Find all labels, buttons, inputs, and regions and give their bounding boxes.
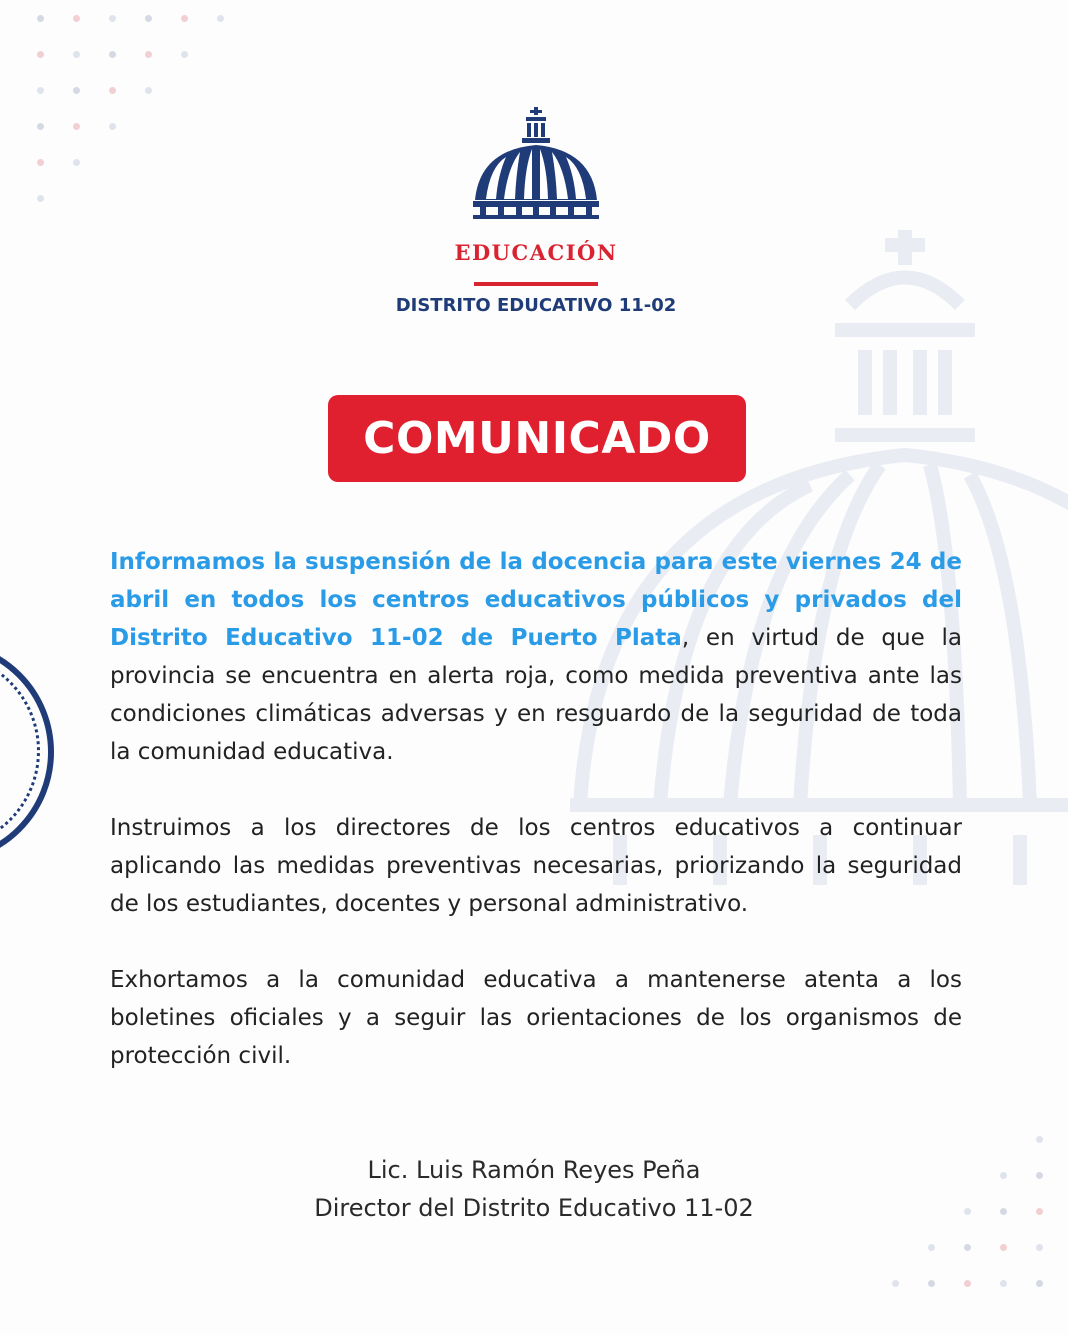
decor-dot (145, 15, 152, 22)
title-underline (474, 282, 598, 286)
decor-dot (964, 1280, 971, 1287)
decor-dot (145, 51, 152, 58)
decor-dot (181, 51, 188, 58)
decor-dot (1000, 1172, 1007, 1179)
decor-dot (109, 51, 116, 58)
badge-label: COMUNICADO (363, 413, 711, 464)
decor-dot (109, 123, 116, 130)
decor-dot (1000, 1244, 1007, 1251)
paragraph-exhortation: Exhortamos a la comunidad educativa a mantenerse atenta a los boletines oficiales y a seguir las orientaciones de los organismos de protección civil. (110, 967, 962, 1069)
decor-dot (109, 15, 116, 22)
paragraph-suspension-rest: , en virtud de que la provincia se encuentra en alerta roja, como medida preventiva ante las condiciones climáticas adversas y en resguardo de la seguridad de toda la comunidad educativa. (110, 625, 962, 765)
decor-dot (37, 87, 44, 94)
district-name: DISTRITO EDUCATIVO 11-02 (395, 295, 677, 316)
decor-dot (892, 1280, 899, 1287)
org-title: EDUCACIÓN (454, 240, 618, 265)
decor-dot (73, 51, 80, 58)
paragraph-suspension-highlight: Informamos la suspensión de la docencia para este viernes 24 de abril en todos los centros educativos públicos y privados del Distrito Educativo 11-02 de Puerto Plata (110, 549, 962, 651)
dome-building-icon (470, 105, 602, 230)
decor-dot (1036, 1208, 1043, 1215)
decor-dot (964, 1244, 971, 1251)
decor-dot (73, 159, 80, 166)
decor-dot (1000, 1208, 1007, 1215)
signatory-name: Lic. Luis Ramón Reyes Peña (367, 1156, 701, 1184)
decor-dot (1036, 1244, 1043, 1251)
decor-dot (37, 51, 44, 58)
decor-dot (37, 15, 44, 22)
decor-dot (109, 87, 116, 94)
decor-dot (1036, 1172, 1043, 1179)
signatory-role: Director del Distrito Educativo 11-02 (314, 1194, 754, 1222)
communique-badge (328, 395, 746, 482)
decor-dot (73, 87, 80, 94)
decor-dot (37, 195, 44, 202)
decor-dot (37, 159, 44, 166)
decor-dot (181, 15, 188, 22)
decor-dot (1036, 1136, 1043, 1143)
decor-dot (1000, 1280, 1007, 1287)
decor-dot (928, 1244, 935, 1251)
decor-dot (73, 15, 80, 22)
decor-dot (37, 123, 44, 130)
paragraph-suspension (110, 543, 962, 771)
paragraph-instructions: Instruimos a los directores de los centros educativos a continuar aplicando las medidas preventivas necesarias, priorizando la seguridad de los estudiantes, docentes y personal administrativo. (110, 815, 962, 917)
decor-dot (1036, 1280, 1043, 1287)
decor-dot (217, 15, 224, 22)
decor-dot (145, 87, 152, 94)
decor-dot (964, 1208, 971, 1215)
decor-dot (928, 1280, 935, 1287)
decor-dot (73, 123, 80, 130)
